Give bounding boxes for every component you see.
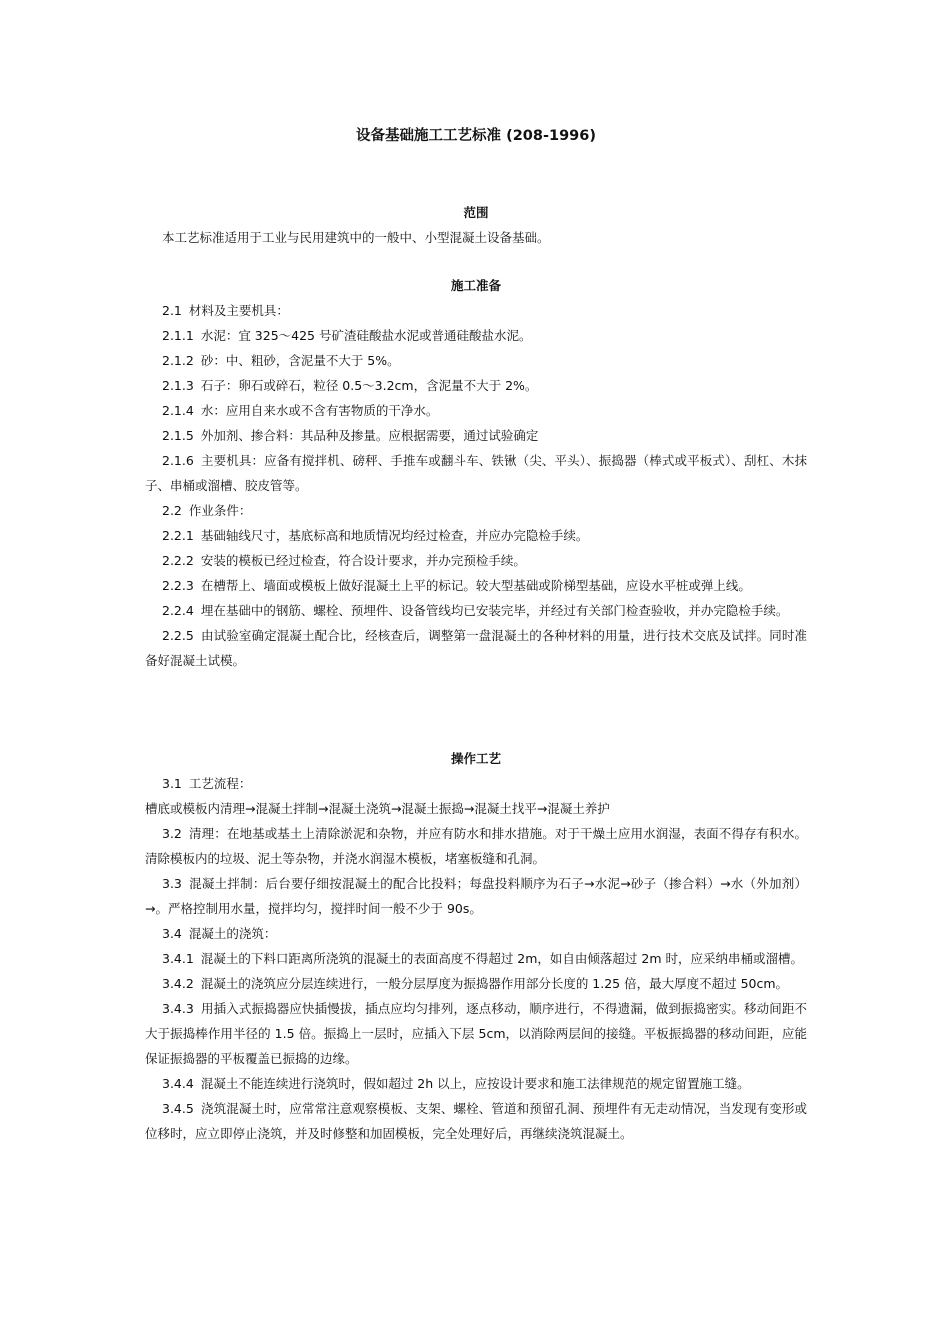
section-preparation <box>145 273 807 673</box>
paragraph-text: 埋在基础中的钢筋、螺栓、预埋件、设备管线均已安装完毕，并经过有关部门检查验收，并办完隐检手续。 <box>200 603 789 618</box>
clause-number: 3.4.1 <box>162 951 194 966</box>
paragraph-text: 由试验室确定混凝土配合比，经核查后，调整第一盘混凝土的各种材料的用量，进行技术交底及试拌。同时准备好混凝土试模。 <box>145 628 807 668</box>
paragraph <box>145 623 807 673</box>
section-heading: 范围 <box>463 205 489 220</box>
paragraph-text: 砂：中、粗砂，含泥量不大于 5%。 <box>200 353 400 368</box>
paragraph-text: 混凝土拌制：后台要仔细按混凝土的配合比投料；每盘投料顺序为石子→水泥→砂子（掺合料）→水（外加剂）→。严格控制用水量，搅拌均匀，搅拌时间一般不少于 90s。 <box>145 876 807 916</box>
paragraph-text: 槽底或模板内清理→混凝土拌制→混凝土浇筑→混凝土振捣→混凝土找平→混凝土养护 <box>145 801 610 816</box>
paragraph <box>145 423 807 448</box>
paragraph-text: 清理：在地基或基土上清除淤泥和杂物，并应有防水和排水措施。对于干燥土应用水润湿，表面不得存有积水。清除模板内的垃圾、泥土等杂物，并浇水润湿木模板，堵塞板缝和孔洞。 <box>145 826 807 866</box>
paragraph <box>145 398 807 423</box>
clause-number: 2.2.1 <box>162 528 194 543</box>
clause-number: 2.1.4 <box>162 403 194 418</box>
paragraph-text: 用插入式振捣器应快插慢拔，插点应均匀排列，逐点移动，顺序进行，不得遗漏，做到振捣密实。移动间距不大于振捣棒作用半径的 1.5 倍。振捣上一层时，应插入下层 5cm，以消除两层间的接缝。平板振捣器的移动间距，应能保证振捣器的平板覆盖已振捣的边缘。 <box>145 1001 807 1066</box>
paragraph <box>145 573 807 598</box>
section-operation <box>145 746 807 1146</box>
paragraph-text: 浇筑混凝土时，应常常注意观察模板、支架、螺栓、管道和预留孔洞、预埋件有无走动情况，当发现有变形或位移时，应立即停止浇筑，并及时修整和加固模板，完全处理好后，再继续浇筑混凝土。 <box>145 1101 807 1141</box>
paragraph-text: 混凝土的浇筑应分层连续进行，一般分层厚度为振捣器作用部分长度的 1.25 倍，最大厚度不超过 50cm。 <box>200 976 789 991</box>
paragraph <box>145 821 807 871</box>
section-heading: 操作工艺 <box>450 751 501 766</box>
clause-number: 3.4.5 <box>162 1101 194 1116</box>
clause-number: 2.1 <box>162 303 182 318</box>
clause-number: 3.2 <box>162 826 182 841</box>
paragraph-text: 水泥：宜 325～425 号矿渣硅酸盐水泥或普通硅酸盐水泥。 <box>200 328 532 343</box>
paragraph <box>145 373 807 398</box>
paragraph <box>145 1071 807 1096</box>
paragraph-text: 本工艺标准适用于工业与民用建筑中的一般中、小型混凝土设备基础。 <box>162 230 550 245</box>
clause-number: 2.2.3 <box>162 578 194 593</box>
paragraph-text: 工艺流程： <box>188 776 252 791</box>
clause-number: 2.1.6 <box>162 453 194 468</box>
paragraph-text: 基础轴线尺寸，基底标高和地质情况均经过检查，并应办完隐检手续。 <box>200 528 589 543</box>
clause-number: 2.1.2 <box>162 353 194 368</box>
paragraph <box>145 548 807 573</box>
clause-number: 2.2.5 <box>162 628 194 643</box>
paragraph <box>145 971 807 996</box>
paragraph <box>145 323 807 348</box>
paragraph <box>145 771 807 796</box>
paragraph <box>145 871 807 921</box>
clause-number: 3.3 <box>162 876 182 891</box>
section-scope <box>145 200 807 250</box>
paragraph <box>145 523 807 548</box>
paragraph <box>145 498 807 523</box>
document-title: 设备基础施工工艺标准 (208-1996) <box>356 128 596 144</box>
paragraph-text: 安装的模板已经过检查，符合设计要求，并办完预检手续。 <box>200 553 526 568</box>
paragraph-text: 混凝土不能连续进行浇筑时，假如超过 2h 以上，应按设计要求和施工法律规范的规定留置施工缝。 <box>200 1076 750 1091</box>
paragraph-text: 材料及主要机具： <box>188 303 289 318</box>
paragraph <box>145 598 807 623</box>
clause-number: 3.4.4 <box>162 1076 194 1091</box>
clause-number: 2.2 <box>162 503 182 518</box>
paragraph-text: 外加剂、掺合料：其品种及掺量。应根据需要，通过试验确定 <box>200 428 539 443</box>
clause-number: 3.4.3 <box>162 1001 194 1016</box>
clause-number: 3.1 <box>162 776 182 791</box>
paragraph <box>145 946 807 971</box>
clause-number: 2.2.4 <box>162 603 194 618</box>
section-heading: 施工准备 <box>450 278 501 293</box>
clause-number: 3.4.2 <box>162 976 194 991</box>
clause-number: 2.1.3 <box>162 378 194 393</box>
clause-number: 2.1.5 <box>162 428 194 443</box>
process-flow <box>145 796 807 821</box>
paragraph-text: 作业条件： <box>188 503 252 518</box>
paragraph <box>145 996 807 1071</box>
paragraph-text: 混凝土的下料口距离所浇筑的混凝土的表面高度不得超过 2m，如自由倾落超过 2m 时，应采纳串桶或溜槽。 <box>200 951 803 966</box>
paragraph-text: 水：应用自来水或不含有害物质的干净水。 <box>200 403 439 418</box>
paragraph <box>145 298 807 323</box>
paragraph <box>145 348 807 373</box>
clause-number: 3.4 <box>162 926 182 941</box>
paragraph-text: 混凝土的浇筑： <box>188 926 277 941</box>
paragraph <box>145 1096 807 1146</box>
paragraph-text: 石子：卵石或碎石，粒径 0.5～3.2cm，含泥量不大于 2%。 <box>200 378 538 393</box>
clause-number: 2.2.2 <box>162 553 194 568</box>
clause-number: 2.1.1 <box>162 328 194 343</box>
paragraph-text: 主要机具：应备有搅拌机、磅秤、手推车或翻斗车、铁锹（尖、平头）、振捣器（棒式或平板式）、刮杠、木抹子、串桶或溜槽、胶皮管等。 <box>145 453 807 493</box>
paragraph <box>145 225 807 250</box>
paragraph-text: 在槽帮上、墙面或模板上做好混凝土上平的标记。较大型基础或阶梯型基础，应设水平桩或弹上线。 <box>200 578 751 593</box>
paragraph <box>145 448 807 498</box>
paragraph <box>145 921 807 946</box>
